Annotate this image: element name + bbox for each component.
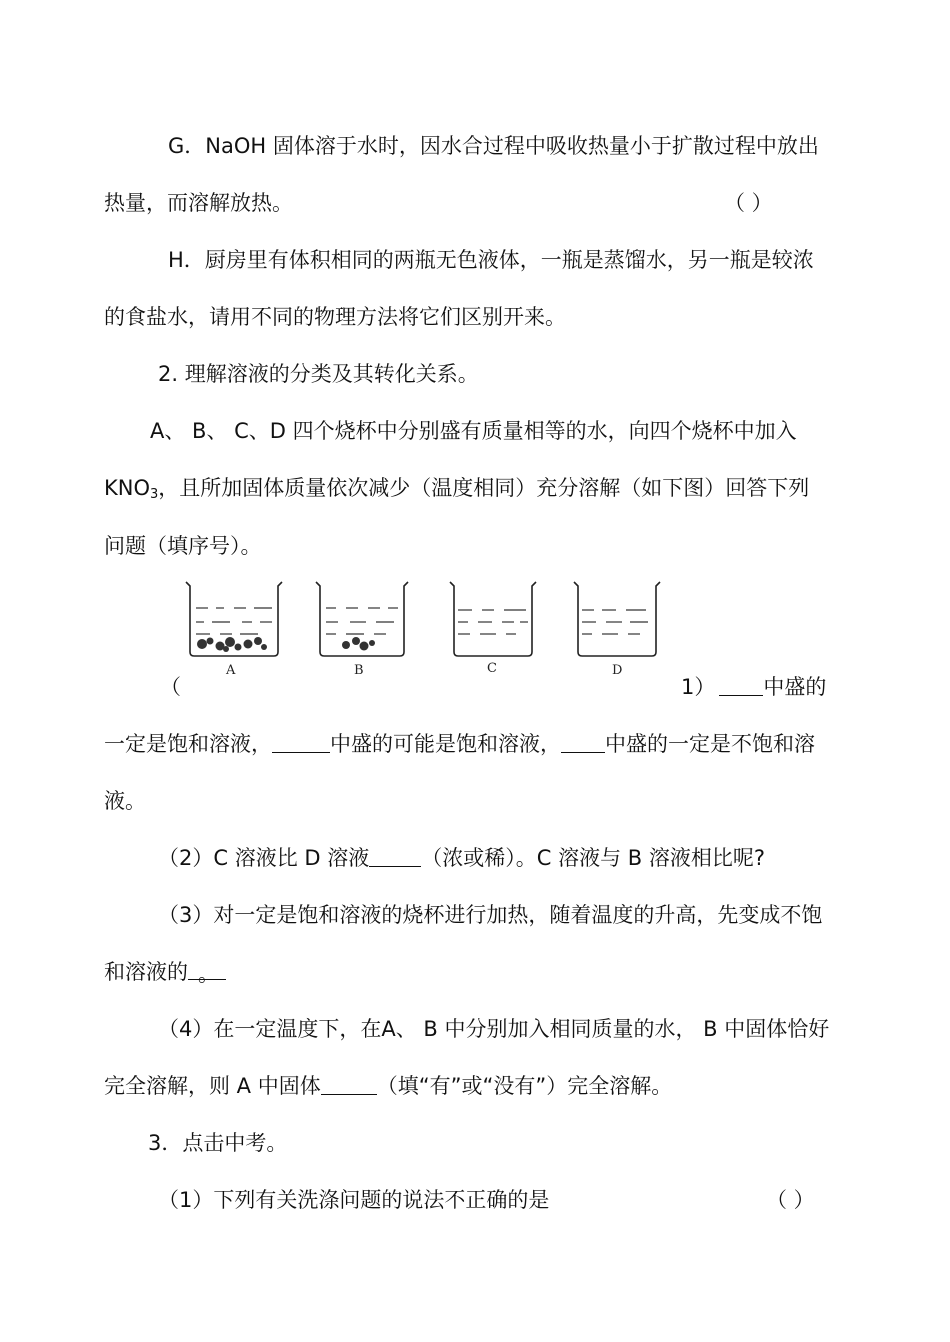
answer-blank-4[interactable] [369, 846, 421, 867]
q2-intro-line3: 问题（填序号）。 [104, 534, 262, 558]
beaker-label-c: C [487, 661, 497, 676]
beaker-label-a: A [226, 663, 236, 678]
answer-blank-5[interactable] [188, 959, 226, 986]
solid-crystals-b [342, 637, 375, 651]
beaker-label-d: D [612, 663, 623, 678]
beaker-d [574, 582, 660, 678]
part3-text-a: （3）对一定是饱和溶液的烧杯进行加热，随着温度的升高，先变成不饱 [158, 903, 823, 927]
part2-text-a: （2）C 溶液比 D 溶液 [158, 846, 370, 870]
part1-number: 1） [681, 675, 716, 699]
q2-intro-line2-rest: ，且所加固体质量依次减少（温度相同）充分溶解（如下图）回答下列 [158, 476, 810, 500]
answer-paren-q3: （ ） [766, 1188, 815, 1212]
part3-text-b: 和溶液的 [104, 960, 188, 984]
part1-head [681, 672, 826, 702]
answer-blank-6[interactable] [321, 1074, 377, 1095]
q2-intro-line1: A、 B、 C、D 四个烧杯中分别盛有质量相等的水，向四个烧杯中加入 [150, 419, 797, 443]
beaker-a [186, 582, 282, 678]
part1-text-e: 液。 [104, 789, 146, 813]
beaker-c [450, 582, 536, 676]
q3-heading-text: 3．点击中考。 [148, 1131, 288, 1155]
part4-text-b: 完全溶解，则 A 中固体 [104, 1074, 321, 1098]
answer-blank-1[interactable] [719, 675, 763, 696]
part4-text-c: （填“有”或“没有”）完全溶解。 [376, 1074, 673, 1098]
part1-open-paren: （ [160, 675, 181, 699]
item-h-line1: H．厨房里有体积相同的两瓶无色液体，一瓶是蒸馏水，另一瓶是较浓 [168, 248, 814, 272]
part4-text-a: （4）在一定温度下，在A、 B 中分别加入相同质量的水， B 中固体恰好 [158, 1017, 830, 1041]
beaker-label-b: B [354, 663, 364, 678]
q3-sub1-text: （1）下列有关洗涤问题的说法不正确的是 [158, 1188, 550, 1212]
answer-blank-2[interactable] [272, 732, 330, 753]
part3-text-c: 。 [198, 962, 219, 986]
part3-body [104, 957, 226, 987]
part1-text-d: 中盛的一定是不饱和溶 [605, 732, 815, 756]
part2-text-b: （浓或稀）。C 溶液与 B 溶液相比呢? [421, 846, 765, 870]
q2-intro-line2 [104, 473, 809, 510]
item-g-line2: 热量，而溶解放热。 [104, 191, 293, 215]
item-g-line1: G．NaOH 固体溶于水时，因水合过程中吸收热量小于扩散过程中放出 [168, 134, 819, 158]
answer-paren-g: （ ） [724, 191, 773, 215]
part4-body [104, 1071, 672, 1101]
part1-text-b: 一定是饱和溶液， [104, 732, 272, 756]
kno-text: KNO [104, 476, 151, 500]
answer-blank-3[interactable] [561, 732, 605, 753]
part1-body [104, 729, 815, 759]
item-h-line2: 的食盐水，请用不同的物理方法将它们区别开来。 [104, 305, 566, 329]
subscript-3: 3 [150, 487, 159, 502]
q2-heading-text: 2. 理解溶液的分类及其转化关系。 [158, 362, 479, 386]
beakers-figure [180, 578, 680, 682]
beaker-b [316, 582, 408, 678]
part1-text-a: 中盛的 [763, 675, 827, 699]
part1-text-c: 中盛的可能是饱和溶液， [330, 732, 561, 756]
solid-crystals-a [197, 637, 267, 652]
part2-body [158, 843, 765, 873]
